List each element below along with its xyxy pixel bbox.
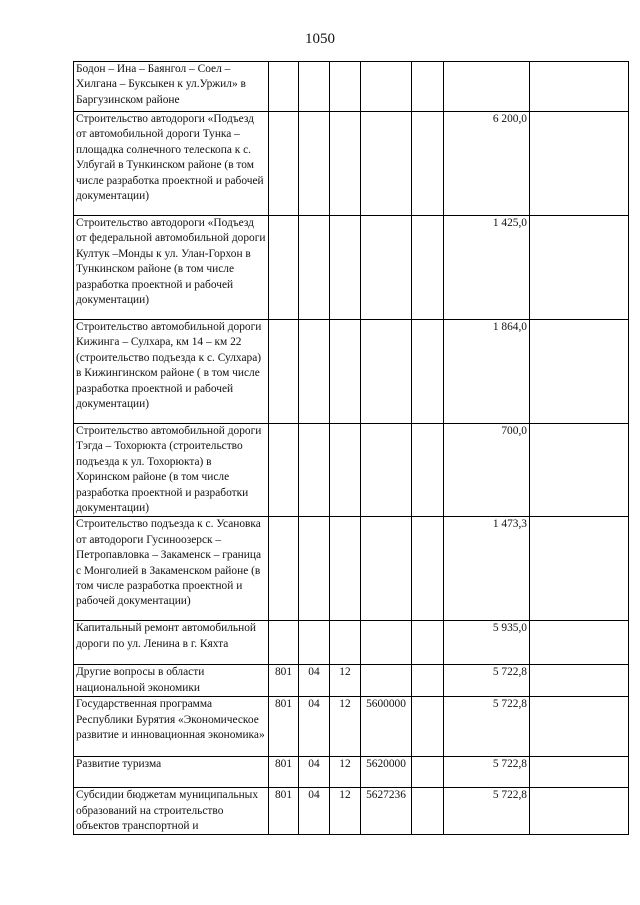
- row-extra-cell: [530, 424, 629, 517]
- row-name-cell: Субсидии бюджетам муниципальных образований на строительство объектов транспортной и: [74, 788, 269, 835]
- row-subsection-cell: [330, 62, 361, 112]
- row-subsection-cell: 12: [330, 697, 361, 757]
- row-amount-cell: 5 722,8: [444, 757, 530, 788]
- row-code-cell: [269, 424, 299, 517]
- table-row: [74, 517, 629, 621]
- row-target-cell: 5620000: [361, 757, 412, 788]
- row-section-cell: [299, 517, 330, 621]
- table-row: [74, 697, 629, 757]
- row-target-cell: [361, 621, 412, 665]
- row-expense-type-cell: [412, 424, 444, 517]
- row-target-cell: 5600000: [361, 697, 412, 757]
- row-amount-cell: 5 722,8: [444, 788, 530, 835]
- row-name-cell: Строительство автодороги «Подъезд от федеральной автомобильной дороги Култук –Монды к ул. Улан-Горхон в Тункинском районе (в том числе разработка проектной и рабочей документации): [74, 216, 269, 320]
- row-amount-cell: 5 935,0: [444, 621, 530, 665]
- row-section-cell: [299, 320, 330, 424]
- row-subsection-cell: [330, 320, 361, 424]
- row-target-cell: 5627236: [361, 788, 412, 835]
- row-amount-cell: 5 722,8: [444, 697, 530, 757]
- row-amount-cell: 6 200,0: [444, 112, 530, 216]
- row-extra-cell: [530, 517, 629, 621]
- row-code-cell: [269, 112, 299, 216]
- row-name-cell: Строительство автодороги «Подъезд от автомобильной дороги Тунка – площадка солнечного телескопа к с. Улбугай в Тункинском районе (в том числе разработка проектной и рабочей документации): [74, 112, 269, 216]
- row-extra-cell: [530, 697, 629, 757]
- budget-table-body: [74, 62, 629, 835]
- row-expense-type-cell: [412, 621, 444, 665]
- row-target-cell: [361, 216, 412, 320]
- row-name-cell: Государственная программа Республики Бурятия «Экономическое развитие и инновационная экономика»: [74, 697, 269, 757]
- row-subsection-cell: 12: [330, 757, 361, 788]
- row-target-cell: [361, 665, 412, 697]
- row-expense-type-cell: [412, 320, 444, 424]
- row-code-cell: [269, 320, 299, 424]
- row-expense-type-cell: [412, 517, 444, 621]
- row-amount-cell: [444, 62, 530, 112]
- table-row: [74, 62, 629, 112]
- row-subsection-cell: [330, 424, 361, 517]
- table-row: [74, 216, 629, 320]
- row-name-cell: Строительство подъезда к с. Усановка от автодороги Гусиноозерск – Петропавловка – Закаменск – граница с Монголией в Закаменском районе (в том числе разработка проектной и рабочей документации): [74, 517, 269, 621]
- row-section-cell: [299, 621, 330, 665]
- row-expense-type-cell: [412, 788, 444, 835]
- row-section-cell: [299, 216, 330, 320]
- row-extra-cell: [530, 320, 629, 424]
- row-extra-cell: [530, 112, 629, 216]
- row-extra-cell: [530, 757, 629, 788]
- row-code-cell: [269, 62, 299, 112]
- row-target-cell: [361, 517, 412, 621]
- row-name-cell: Бодон – Ина – Баянгол – Соел – Хилгана – Буксыкен к ул.Уржил» в Баргузинском районе: [74, 62, 269, 112]
- row-target-cell: [361, 112, 412, 216]
- row-amount-cell: 1 425,0: [444, 216, 530, 320]
- row-section-cell: [299, 62, 330, 112]
- row-expense-type-cell: [412, 757, 444, 788]
- row-subsection-cell: 12: [330, 788, 361, 835]
- row-section-cell: 04: [299, 697, 330, 757]
- table-row: [74, 112, 629, 216]
- table-row: [74, 757, 629, 788]
- table-row: [74, 320, 629, 424]
- row-section-cell: [299, 424, 330, 517]
- row-code-cell: 801: [269, 665, 299, 697]
- row-subsection-cell: [330, 517, 361, 621]
- table-row: [74, 621, 629, 665]
- row-expense-type-cell: [412, 112, 444, 216]
- table-row: [74, 424, 629, 517]
- row-expense-type-cell: [412, 62, 444, 112]
- row-extra-cell: [530, 62, 629, 112]
- row-extra-cell: [530, 216, 629, 320]
- row-section-cell: 04: [299, 788, 330, 835]
- row-amount-cell: 5 722,8: [444, 665, 530, 697]
- row-target-cell: [361, 320, 412, 424]
- row-subsection-cell: 12: [330, 665, 361, 697]
- row-code-cell: [269, 517, 299, 621]
- row-expense-type-cell: [412, 216, 444, 320]
- row-extra-cell: [530, 665, 629, 697]
- row-name-cell: Капитальный ремонт автомобильной дороги по ул. Ленина в г. Кяхта: [74, 621, 269, 665]
- row-amount-cell: 1 864,0: [444, 320, 530, 424]
- budget-table: [73, 61, 629, 835]
- row-amount-cell: 700,0: [444, 424, 530, 517]
- row-code-cell: [269, 621, 299, 665]
- row-code-cell: 801: [269, 757, 299, 788]
- row-name-cell: Строительство автомобильной дороги Кижинга – Сулхара, км 14 – км 22 (строительство подъезда к с. Сулхара) в Кижингинском районе ( в том числе разработка проектной и рабочей документации): [74, 320, 269, 424]
- row-name-cell: Другие вопросы в области национальной экономики: [74, 665, 269, 697]
- row-code-cell: 801: [269, 697, 299, 757]
- row-code-cell: 801: [269, 788, 299, 835]
- row-name-cell: Строительство автомобильной дороги Тэгда – Тохорюкта (строительство подъезда к ул. Тохорюкта) в Хоринском районе (в том числе разработка проектной и разработки документации): [74, 424, 269, 517]
- row-subsection-cell: [330, 216, 361, 320]
- row-code-cell: [269, 216, 299, 320]
- row-section-cell: 04: [299, 757, 330, 788]
- row-name-cell: Развитие туризма: [74, 757, 269, 788]
- row-section-cell: [299, 112, 330, 216]
- row-target-cell: [361, 62, 412, 112]
- page-number: 1050: [305, 31, 335, 47]
- row-extra-cell: [530, 788, 629, 835]
- row-section-cell: 04: [299, 665, 330, 697]
- table-row: [74, 665, 629, 697]
- row-expense-type-cell: [412, 697, 444, 757]
- row-subsection-cell: [330, 112, 361, 216]
- row-expense-type-cell: [412, 665, 444, 697]
- row-extra-cell: [530, 621, 629, 665]
- row-target-cell: [361, 424, 412, 517]
- row-subsection-cell: [330, 621, 361, 665]
- row-amount-cell: 1 473,3: [444, 517, 530, 621]
- table-row: [74, 788, 629, 835]
